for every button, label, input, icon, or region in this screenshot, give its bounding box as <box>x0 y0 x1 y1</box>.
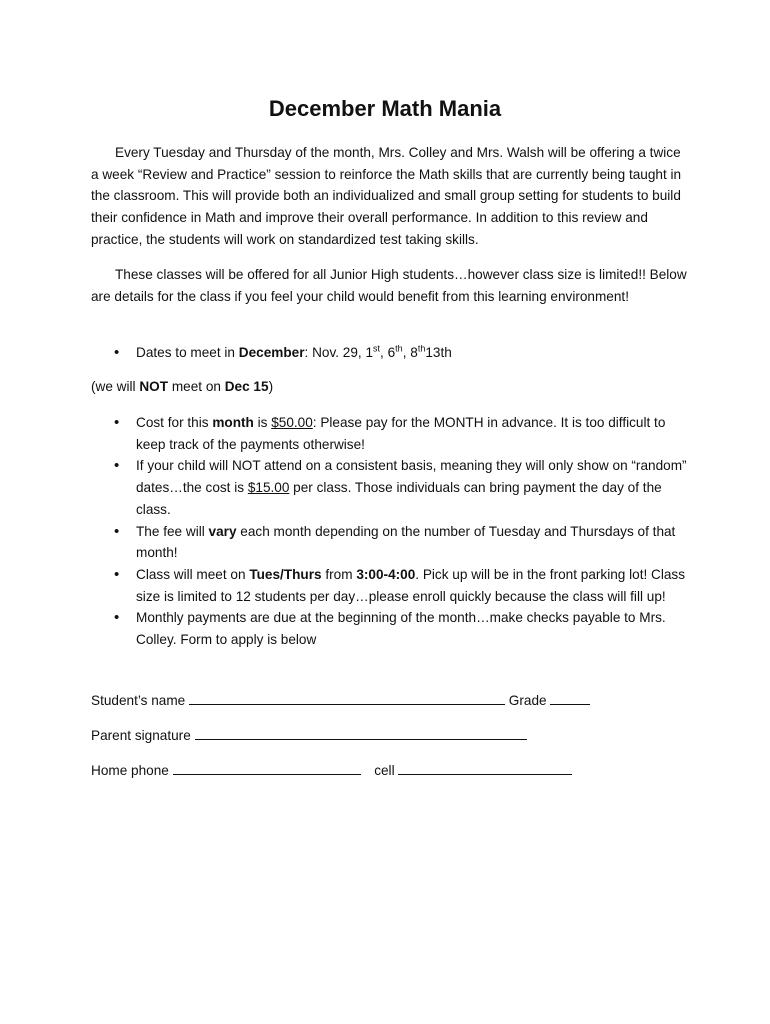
document-title: December Math Mania <box>268 96 502 121</box>
grade-field[interactable] <box>550 690 590 705</box>
payments-item: • Monthly payments are due at the beginning of the month…make checks payable to Mrs. Colley. Form to apply is below <box>91 607 691 650</box>
fee-item: • The fee will vary each month depending on the number of Tuesday and Thursdays of that month! <box>91 521 691 564</box>
student-name-label: Student’s name <box>91 693 186 708</box>
parent-signature-field[interactable] <box>195 725 527 740</box>
parent-signature-row <box>91 725 711 747</box>
student-name-field[interactable] <box>189 690 505 705</box>
cell-phone-field[interactable] <box>398 760 572 775</box>
home-phone-field[interactable] <box>173 760 361 775</box>
cell-label: cell <box>374 763 395 778</box>
grade-label: Grade <box>508 693 547 708</box>
student-name-row <box>91 690 711 712</box>
random-attendance-item: • If your child will NOT attend on a consistent basis, meaning they will only show on “random” dates…the cost is $15.00 per class. Those individuals can bring payment the day of the class. <box>91 455 691 520</box>
no-meeting-note: (we will NOT meet on Dec 15) <box>91 379 274 394</box>
details-paragraph: These classes will be offered for all Junior High students…however class size is limited!! Below are details for the class if you feel your child would benefit from this learning environment! <box>91 267 687 304</box>
cost-item: • Cost for this month is $50.00: Please pay for the MONTH in advance. It is too difficult to keep track of the payments otherwise! <box>91 412 691 455</box>
parent-signature-label: Parent signature <box>91 728 191 743</box>
phone-row <box>91 760 711 782</box>
details-list <box>91 412 691 651</box>
meeting-time-item: • Class will meet on Tues/Thurs from 3:00-4:00. Pick up will be in the front parking lot! Class size is limited to 12 students per day…please enroll quickly because the class will fill up! <box>91 564 691 607</box>
dates-list <box>91 342 691 364</box>
dates-item: • Dates to meet in December: Nov. 29, 1st, 6th, 8th13th <box>91 342 691 364</box>
home-phone-label: Home phone <box>91 763 169 778</box>
intro-paragraph: Every Tuesday and Thursday of the month, Mrs. Colley and Mrs. Walsh will be offering a twice a week “Review and Practice” session to reinforce the Math skills that are currently being taught in the classroom. This will provide both an individualized and small group setting for students to build their confidence in Math and improve their overall performance. In addition to this review and practice, the students will work on standardized test taking skills. <box>91 145 682 247</box>
